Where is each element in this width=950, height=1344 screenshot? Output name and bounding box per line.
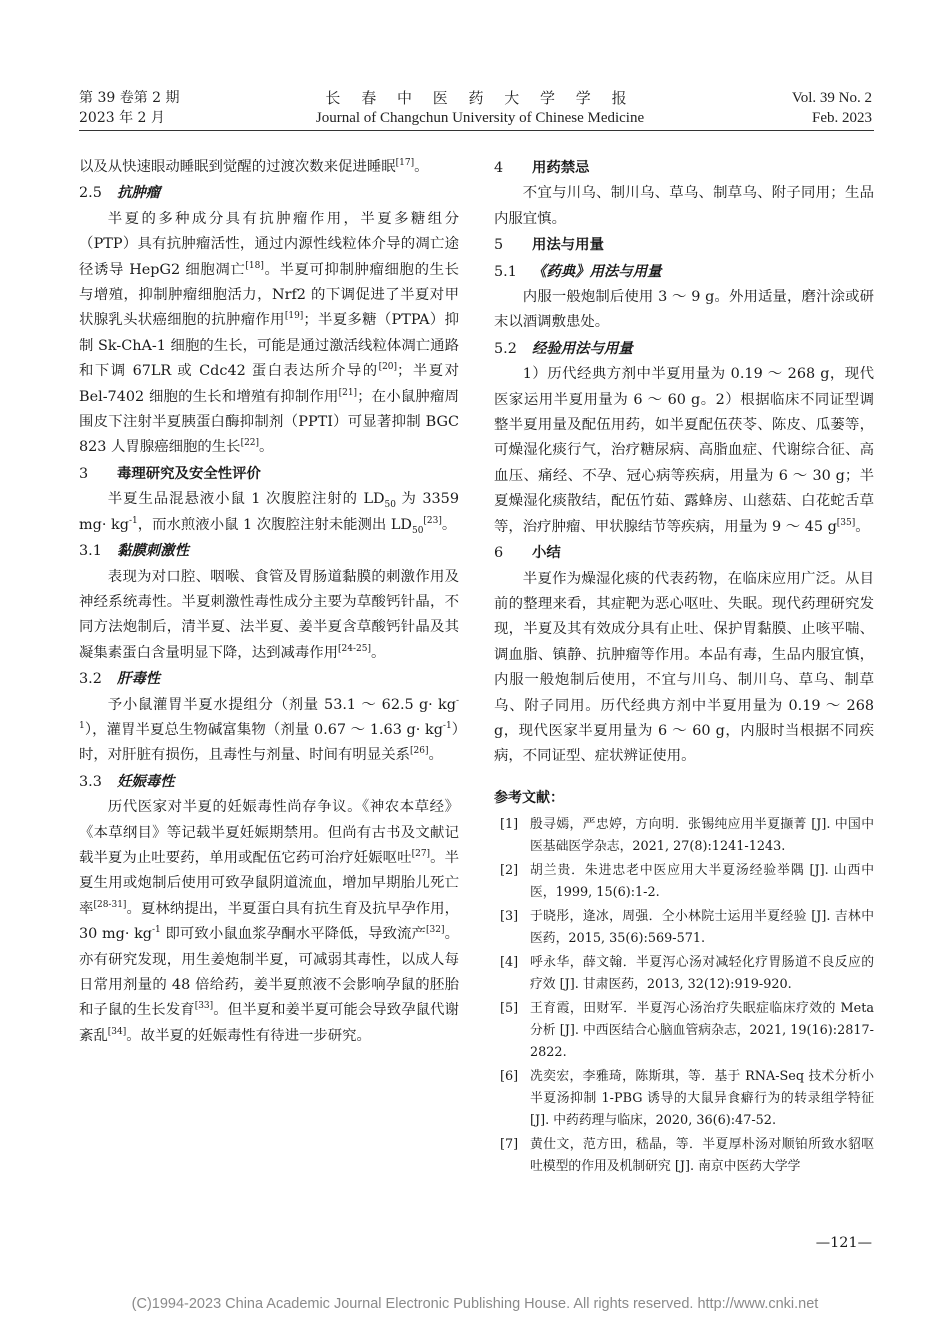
citation: [19] <box>284 311 304 322</box>
paragraph-pharmacopoeia-dosage: 内服一般炮制后使用 3 ～ 9 g。外用适量，磨汁涂或研末以酒调敷患处。 <box>494 289 874 331</box>
section-heading-4: 4 用药禁忌 <box>494 159 590 176</box>
copyright-footer: (C)1994-2023 China Academic Journal Electronic Publishing House. All rights reserved. http://www.cnki.net <box>131 1296 819 1312</box>
issue-date-en: Feb. 2023 <box>812 110 872 126</box>
paragraph-summary: 半夏作为燥湿化痰的代表药物，在临床应用广泛。从目前的整理来看，其症靶为恶心呕吐、失眠。现代药理研究发现，半夏及其有效成分具有止吐、保护胃黏膜、止咳平喘、调血脂、镇静、抗肿瘤等作用。本品有毒，生品内服宜慎，内服一般炮制后使用，不宜与川乌、制川乌、草乌、制草乌、附子同用。历代经典方剂中半夏用量为 0.19 ～ 268 g，现代医家半夏用量为 6 ～ 60 g，内服时当根据不同疾病，不同证型、症状辨证使用。 <box>494 570 874 765</box>
reference-item: [5] 王育霞，田财军．半夏泻心汤治疗失眠症临床疗效的 Meta 分析 [J]. 中西医结合心脑血管病杂志，2021, 19(16):2817-2822. <box>500 1000 874 1060</box>
citation: [33] <box>194 1001 214 1012</box>
issue-date-cn: 2023 年 2 月 <box>79 110 165 126</box>
paragraph-continued: 以及从快速眼动睡眠到觉醒的过渡次数来促进睡眠[17]。 <box>79 158 429 175</box>
paragraph-antitumor: 半夏的多种成分具有抗肿瘤作用，半夏多糖组分（PTP）具有抗肿瘤活性，通过内源性线粒体介导的凋亡途径诱导 HepG2 细胞凋亡[18]。半夏可抑制肿瘤细胞的生长与增殖，抑制肿瘤细胞活力，Nrf2 的下调促进了半夏对甲状腺乳头状癌细胞的抗肿瘤作用[19]；半夏多糖（PTPA）抑制 Sk-ChA-1 细胞的生长，可能是通过激活线粒体凋亡通路和下调 67LR 或 Cdc42 蛋白表达所介导的[20]；半夏对 Bel-7402 细胞的生长和增殖有抑制作用[21]；在小鼠肿瘤周围皮下注射半夏胰蛋白酶抑制剂（PPTI）可显著抑制 BGC 823 人胃腺癌细胞的生长[22]。 <box>79 210 459 456</box>
section-heading-2-5: 2.5 抗肿瘤 <box>79 184 161 202</box>
header-rule <box>79 130 874 131</box>
journal-title-cn: 长 春 中 医 药 大 学 学 报 <box>325 89 635 107</box>
reference-list <box>494 814 874 1178</box>
references-title: 参考文献： <box>494 789 564 806</box>
header-journal <box>300 88 660 128</box>
citation: [22] <box>240 438 260 449</box>
section-heading-3-1: 3.1 黏膜刺激性 <box>79 542 189 560</box>
reference-item: [3] 于晓彤，逄冰，周强．仝小林院士运用半夏经验 [J]. 吉林中医药，2015, 35(6):569-571. <box>500 908 874 946</box>
citation: [26] <box>410 746 429 757</box>
reference-item: [4] 呼永华，薛文翰．半夏泻心汤对减轻化疗胃肠道不良反应的疗效 [J]. 甘肃医药，2013, 32(12):919-920. <box>500 954 874 992</box>
citation: [23] <box>423 515 442 526</box>
paragraph-hepatotoxicity: 予小鼠灌胃半夏水提组分（剂量 53.1 ～ 62.5 $g\cdot kg^{-1}$），灌胃半夏总生物碱富集物（剂量 0.67 ～ 1.63 $g\cdot kg^{-1}$）时，对肝脏有损伤，且毒性与剂量、时间有明显关系[26]。 <box>79 695 459 764</box>
citation: [28-31] <box>93 899 127 910</box>
reference-item: [7] 黄仕文，范方田，嵇晶，等．半夏厚朴汤对顺铂所致水貂呕吐模型的作用及机制研究 [J]. 南京中医药大学学 <box>500 1136 874 1174</box>
section-heading-5-2: 5.2 经验用法与用量 <box>494 339 633 357</box>
page-number: —121— <box>815 1235 872 1251</box>
citation: [17] <box>395 158 415 169</box>
header-volume-cn <box>79 88 180 128</box>
citation: [34] <box>107 1027 127 1038</box>
citation: [21] <box>338 387 358 398</box>
citation: [32] <box>426 925 445 936</box>
section-heading-5: 5 用法与用量 <box>494 236 604 254</box>
reference-item: [2] 胡兰贵．朱进忠老中医应用大半夏汤经验举隅 [J]. 山西中医，1999, 15(6):1-2. <box>500 862 874 900</box>
header-volume-en <box>792 88 872 128</box>
section-heading-5-1: 5.1 《药典》用法与用量 <box>494 262 662 280</box>
citation: [35] <box>836 517 856 528</box>
section-heading-3-3: 3.3 妊娠毒性 <box>79 772 175 790</box>
left-column <box>79 155 459 1049</box>
paragraph-toxicology: 半夏生品混悬液小鼠 1 次腹腔注射的 $LD_{50}$ 为 3359 $mg\cdot kg^{-1}$，而水煎液小鼠 1 次腹腔注射未能测出 $LD_{50}[23]$。 <box>79 491 459 536</box>
paragraph-pregnancy-toxicity: 历代医家对半夏的妊娠毒性尚存争议。《神农本草经》《本草纲目》等记载半夏妊娠期禁用。但尚有古书及文献记载半夏为止吐要药，单用或配伍它药可治疗妊娠呕吐[27]。半夏生用或炮制后使用可致孕鼠阴道流血，增加早期胎儿死亡率[28-31]。夏林纳提出，半夏蛋白具有抗生育及抗早孕作用，30 $mg\cdot kg^{-1}$ 即可致小鼠血浆孕酮水平降低，导致流产[32]。亦有研究发现，用生姜炮制半夏，可减弱其毒性，以成人每日常用剂量的 48 倍给药，姜半夏煎液不会影响孕鼠的胚胎和子鼠的生长发育[33]。但半夏和姜半夏可能会导致孕鼠代谢紊乱[34]。故半夏的妊娠毒性有待进一步研究。 <box>79 799 459 1044</box>
paragraph-mucosal-irritation: 表现为对口腔、咽喉、食管及胃肠道黏膜的刺激作用及神经系统毒性。半夏刺激性毒性成分主要为草酸钙针晶，不同方法炮制后，清半夏、法半夏、姜半夏含草酸钙针晶及其凝集素蛋白含量明显下降，达到减毒作用[24-25]。 <box>79 568 459 661</box>
reference-item: [1] 殷寻嫣，严忠婷，方向明．张锡纯应用半夏撷菁 [J]. 中国中医基础医学杂志，2021, 27(8):1241-1243. <box>500 816 874 854</box>
citation: [18] <box>245 260 264 271</box>
volume-issue-cn: 第 39 卷第 2 期 <box>79 90 180 106</box>
paragraph-contraindications: 不宜与川乌、制川乌、草乌、制草乌、附子同用；生品内服宜慎。 <box>494 185 874 227</box>
reference-item: [6] 冼奕宏，李雅琦，陈斯琪，等．基于 RNA-Seq 技术分析小半夏汤抑制 1-PBG 诱导的大鼠异食癖行为的转录组学特征 [J]. 中药药理与临床，2020, 36(6):47-52. <box>500 1068 874 1128</box>
section-heading-3-2: 3.2 肝毒性 <box>79 670 161 688</box>
citation: [27] <box>411 849 431 860</box>
section-heading-6: 6 小结 <box>494 544 561 562</box>
journal-title-en: Journal of Changchun University of Chinese Medicine <box>315 110 645 126</box>
right-column <box>494 155 874 1180</box>
volume-issue-en: Vol. 39 No. 2 <box>791 90 872 106</box>
section-heading-3: 3 毒理研究及安全性评价 <box>79 464 261 482</box>
citation: [20] <box>378 362 398 373</box>
citation: [24-25] <box>338 643 372 654</box>
paragraph-empirical-dosage: 1）历代经典方剂中半夏用量为 0.19 ～ 268 g，现代医家运用半夏用量为 6 ～ 60 g。2）根据临床不同证型调整半夏用量及配伍用药，如半夏配伍茯苓、陈皮、瓜蒌等，可燥湿化痰行气，治疗糖尿病、高脂血症、代谢综合征、高血压、痛经、不孕、冠心病等疾病，用量为 6 ～ 30 g；半夏燥湿化痰散结，配伍竹茹、露蜂房、山慈菇、白花蛇舌草等，治疗肿瘤、甲状腺结节等疾病，用量为 9 ～ 45 g[35]。 <box>494 366 874 535</box>
